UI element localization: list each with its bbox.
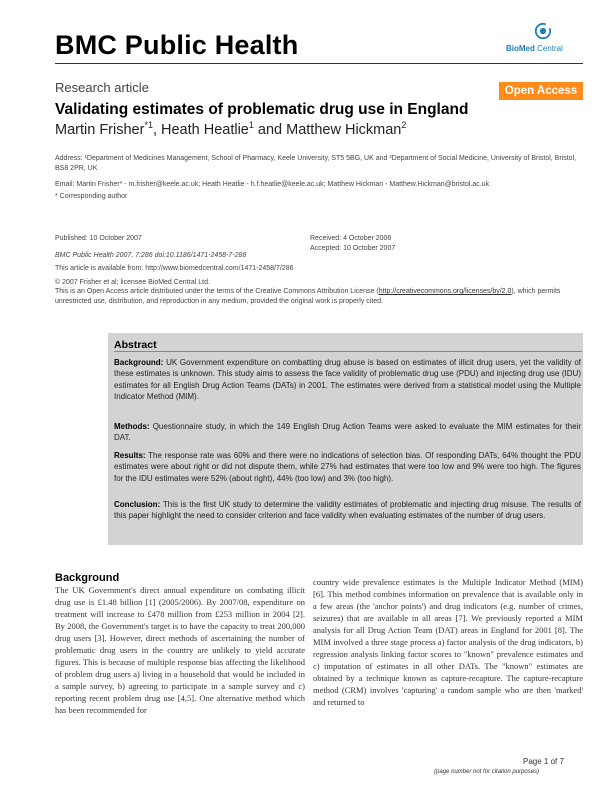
logo-text-rest: Central [534, 44, 563, 53]
abstract-text: This is the first UK study to determine the validity estimates of problematic and injecting drug misuse. The results of this paper highlight the need to consider criterion and face validity when evaluating estimates of the number of drug users. [114, 500, 581, 521]
article-url[interactable]: This article is available from: http://www.biomedcentral.com/1471-2458/7/286 [55, 265, 294, 272]
received-accepted-dates [310, 234, 510, 254]
license-text-pre: This is an Open Access article distributed under the terms of the Creative Commons Attribution License ( [55, 288, 379, 295]
open-access-badge: Open Access [499, 82, 583, 100]
author-affiliation: 2 [401, 120, 407, 130]
body-column-left: The UK Government's direct annual expenditure on combating illicit drug use is £1.48 billion [1] (2005/2006). By 2007/08, expenditure on treatment will increase to £478 million from £253 million in 2004 [2]. By 2008, the Government's target is to have the capacity to treat 200,000 drug users [3]. However, direct methods of ascertaining the number of problematic drug users in the country are unlikely to yield accurate figures. This is because of multiple response bias affecting the likelihood of problem drug users a) living in a household that would be included in a sample survey, b) agreeing to participate in a sample survey and c) reporting recent problem drug use [4,5]. One alternative method which has been recommended for [55, 585, 305, 715]
license-text-post: ), which permits unrestricted use, distribution, and reproduction in any medium, provided the original work is properly cited. [55, 288, 561, 305]
biomed-logo-icon [534, 22, 552, 40]
biomed-central-logo [506, 22, 578, 52]
author-separator: , [152, 121, 162, 138]
author-affiliation: 1 [248, 120, 254, 130]
page-number: Page 1 of 7 [523, 757, 564, 766]
abstract-heading: Abstract [114, 339, 157, 351]
author-list [55, 120, 406, 138]
accepted-date: Accepted: 10 October 2007 [310, 245, 396, 252]
abstract-label: Conclusion: [114, 500, 161, 509]
article-title: Validating estimates of problematic drug use in England [55, 101, 469, 118]
abstract-results [114, 450, 581, 484]
page-number-note: (page number not for citation purposes) [434, 769, 540, 775]
author-emails: Email: Martin Frisher* - m.frisher@keele.ac.uk; Heath Heatlie - h.f.heatlie@keele.ac.uk; Matthew Hickman - Matthew.Hickman@bristol.ac.uk [55, 181, 490, 188]
article-type: Research article [55, 80, 149, 95]
body-column-right: country wide prevalence estimates is the Multiple Indicator Method (MIM) [6]. This method combines information on prevalence that is available only in a few areas (the 'anchor points') and drug indicators (e.g. number of crimes, seizures) that are available in all areas [7]. We previously reported a MIM analysis for all Drug Action Team (DAT) areas in England for 2001 [8]. The MIM involved a three stage process a) factor analysis of the drug indicators, b) regression analysis linking factor scores to "known" prevalence estimates and c) imputation of estimates in all other DATs. The "known" estimates are obtained by a technique known as capture-recapture. The capture-recapture method (CRM) involves 'capturing' a random sample who are then 'marked' and returned to [313, 577, 583, 707]
abstract-label: Results: [114, 451, 146, 460]
abstract-text: Questionnaire study, in which the 149 English Drug Action Teams were asked to evaluate the MIM estimates for their DAT. [114, 422, 581, 443]
author-separator: and [253, 121, 287, 138]
received-date: Received: 4 October 2006 [310, 235, 392, 242]
abstract-background [114, 357, 581, 403]
section-heading-background: Background [55, 572, 120, 584]
author-name: Heath Heatlie [161, 121, 249, 138]
published-date: Published: 10 October 2007 [55, 235, 142, 242]
author-address: Address: ¹Department of Medicines Management, School of Pharmacy, Keele University, ST5 5BG, UK and ²Department of Social Medicine, University of Bristol, Bristol, BS8 2PR, UK [55, 155, 577, 172]
journal-title: BMC Public Health [55, 30, 299, 60]
abstract-conclusion [114, 499, 581, 522]
abstract-text: The response rate was 60% and there were no indications of selection bias. Of responding DATs, 64% thought the PDU estimates were about right or did not dispute them, while 27% had estimates that were too low and 9% were too high. The figures for the IDU estimates were 52% (about right), 44% (too low) and 3% (too high). [114, 451, 581, 483]
citation-doi: BMC Public Health 2007, 7:286 doi:10.1186/1471-2458-7-286 [55, 252, 247, 259]
author-name: Matthew Hickman [286, 121, 402, 138]
abstract-methods [114, 421, 581, 444]
logo-text-bold: BioMed [506, 44, 535, 53]
header-rule [55, 63, 583, 64]
abstract-rule [114, 351, 582, 352]
author-affiliation: *1 [144, 120, 153, 130]
abstract-label: Background: [114, 358, 164, 367]
corresponding-author-note: * Corresponding author [55, 193, 128, 200]
copyright-line: © 2007 Frisher et al; licensee BioMed Central Ltd. [55, 279, 210, 286]
abstract-text: UK Government expenditure on combatting drug abuse is based on estimates of illicit drug users, yet the validity of these estimates is unknown. This study aims to assess the face validity of problematic drug use (PDU) and injecting drug use (IDU) estimates for all English Drug Action Teams (DATs) in 2001. The estimates were derived from a statistical model using the Multiple Indicator Method (MIM). [114, 358, 581, 402]
license-link[interactable]: http://creativecommons.org/licenses/by/2.0 [378, 288, 512, 295]
abstract-label: Methods: [114, 422, 150, 431]
author-name: Martin Frisher [55, 121, 145, 138]
license-statement [55, 287, 583, 307]
